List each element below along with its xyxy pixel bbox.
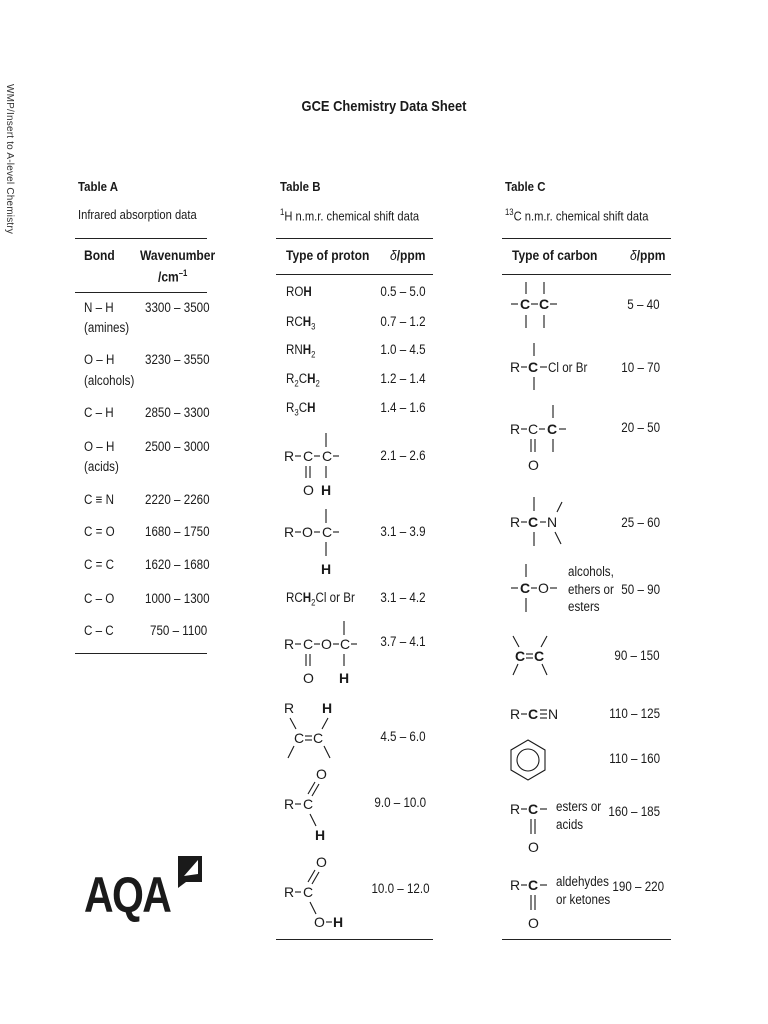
svg-text:C: C (322, 448, 333, 464)
svg-text:R: R (510, 877, 521, 893)
proton-shift-range: 1.2 – 1.4 (380, 371, 426, 386)
table-a-bond: C – H (84, 405, 114, 420)
svg-text:H: H (333, 914, 344, 930)
svg-text:R: R (284, 884, 295, 900)
proton-structure-ketone (284, 428, 364, 500)
svg-text:C: C (528, 706, 539, 722)
table-a-note: (amines) (84, 320, 130, 335)
svg-text:C: C (528, 801, 539, 817)
carbon-shift-range: 50 – 90 (621, 582, 660, 597)
table-a-range: 2850 – 3300 (145, 405, 210, 420)
proton-type-label: $RCH_2Cl$ or Br (286, 590, 355, 608)
carbon-type-note: aldehydes or ketones (556, 874, 611, 907)
proton-shift-range: 9.0 – 10.0 (374, 795, 426, 810)
svg-text:C: C (528, 421, 539, 437)
carbon-shift-range: 110 – 160 (609, 751, 660, 766)
carbon-structure-nitrile (510, 702, 566, 724)
svg-text:C: C (528, 877, 539, 893)
proton-shift-range: 3.7 – 4.1 (380, 634, 426, 649)
svg-text:C: C (528, 359, 539, 375)
aqa-logo-text: AQA (84, 867, 171, 923)
svg-text:C: C (539, 296, 550, 312)
svg-text:O: O (314, 914, 325, 930)
carbon-type-note: esters or acids (556, 799, 602, 832)
table-a-bond: C = C (84, 557, 115, 572)
table-b-col-delta: δ/ppm (390, 247, 426, 263)
carbon-structure-alkane (510, 280, 570, 334)
svg-text:C: C (520, 580, 531, 596)
svg-text:R: R (284, 700, 295, 716)
svg-text:C: C (303, 636, 314, 652)
aqa-logo-mark (176, 852, 206, 892)
table-a-bottom-rule (75, 653, 207, 654)
carbon-type-suffix: Cl or Br (548, 360, 588, 375)
svg-text:H: H (321, 561, 332, 577)
proton-shift-range: 0.5 – 5.0 (380, 284, 426, 299)
table-c-header-rule (502, 274, 671, 275)
svg-text:C: C (303, 448, 314, 464)
table-b-top-rule (276, 238, 433, 239)
svg-text:N: N (547, 514, 558, 530)
carbon-structure-aldehyde-ketone (510, 868, 560, 932)
table-a-range: 1000 – 1300 (145, 591, 210, 606)
table-c-top-rule (502, 238, 671, 239)
svg-text:N: N (548, 706, 559, 722)
carbon-shift-range: 10 – 70 (621, 360, 660, 375)
proton-structure-acid (284, 852, 354, 934)
svg-text:C: C (534, 648, 545, 664)
table-a-bond: C – O (84, 591, 115, 606)
proton-type-label: $RCH_3$ (286, 314, 316, 332)
svg-text:O: O (316, 766, 327, 782)
svg-text:R: R (284, 524, 295, 540)
table-a-header-rule (75, 292, 207, 293)
table-c-subheading: $^{13}$C n.m.r. chemical shift data (505, 207, 649, 224)
table-a-subheading: Infrared absorption data (78, 207, 197, 222)
proton-shift-range: 1.0 – 4.5 (380, 342, 426, 357)
carbon-shift-range: 90 – 150 (614, 648, 660, 663)
table-b-header-rule (276, 274, 433, 275)
proton-shift-range: 10.0 – 12.0 (371, 881, 430, 896)
carbon-type-note: alcohols, ethers or esters (568, 564, 614, 615)
svg-text:H: H (322, 700, 333, 716)
table-a-col-unit: $/cm^{-1}$ (158, 268, 188, 285)
proton-structure-ether (284, 504, 364, 578)
side-note: WMP/Insert to A-level Chemistry (4, 84, 15, 235)
proton-shift-range: 0.7 – 1.2 (380, 314, 426, 329)
table-a-range: 3300 – 3500 (145, 300, 210, 315)
table-a-bond: O – H (84, 352, 115, 367)
table-a-range: 3230 – 3550 (145, 352, 210, 367)
table-a-range: 2500 – 3000 (145, 439, 210, 454)
proton-structure-ester (284, 616, 384, 688)
table-a-col-bond: Bond (84, 247, 115, 263)
table-a-col-wavenumber: Wavenumber (140, 247, 216, 263)
proton-shift-range: 4.5 – 6.0 (380, 729, 426, 744)
table-c-heading: Table C (505, 179, 546, 194)
proton-type-label: $RNH_2$ (286, 342, 316, 360)
svg-text:C: C (294, 730, 305, 746)
svg-text:R: R (510, 801, 521, 817)
svg-text:C: C (313, 730, 324, 746)
table-c-col-type: Type of carbon (512, 247, 598, 263)
carbon-structure-alkene (510, 630, 560, 682)
svg-text:H: H (315, 827, 326, 843)
carbon-structure-amine (510, 494, 570, 550)
table-c-col-delta: δ/ppm (630, 247, 666, 263)
table-a-range: 1680 – 1750 (145, 524, 210, 539)
svg-text:O: O (528, 457, 539, 473)
proton-type-label: ROH (286, 284, 312, 299)
svg-text:O: O (528, 915, 539, 931)
proton-structure-alkene (284, 698, 344, 766)
svg-text:C: C (303, 796, 314, 812)
svg-text:O: O (316, 854, 327, 870)
svg-text:R: R (510, 421, 521, 437)
svg-text:C: C (340, 636, 351, 652)
svg-text:R: R (284, 796, 295, 812)
table-a-note: (acids) (84, 459, 119, 474)
table-a-bond: C = O (84, 524, 115, 539)
aqa-logo (84, 852, 204, 932)
svg-text:R: R (284, 448, 295, 464)
svg-text:C: C (547, 421, 558, 437)
table-a-bond: C ≡ N (84, 492, 115, 507)
carbon-structure-haloalkane (510, 340, 550, 396)
table-a-range: 1620 – 1680 (145, 557, 210, 572)
benzene-ring-icon (508, 738, 548, 782)
proton-type-label: $R_2CH_2$ (286, 371, 320, 389)
svg-text:R: R (510, 514, 521, 530)
page-title: GCE Chemistry Data Sheet (301, 98, 467, 115)
table-a-note: (alcohols) (84, 373, 135, 388)
carbon-structure-ester-acid (510, 794, 560, 858)
table-a-range: 2220 – 2260 (145, 492, 210, 507)
proton-type-label: $R_3CH$ (286, 400, 316, 418)
carbon-shift-range: 190 – 220 (612, 879, 664, 894)
svg-text:C: C (322, 524, 333, 540)
carbon-shift-range: 5 – 40 (627, 297, 660, 312)
svg-text:O: O (321, 636, 332, 652)
svg-text:O: O (302, 524, 313, 540)
proton-shift-range: 1.4 – 1.6 (380, 400, 426, 415)
svg-text:C: C (515, 648, 526, 664)
table-a-range: 750 – 1100 (150, 623, 208, 638)
table-c-bottom-rule (502, 939, 671, 940)
svg-text:C: C (528, 514, 539, 530)
svg-text:C: C (520, 296, 531, 312)
carbon-shift-range: 160 – 185 (608, 804, 660, 819)
proton-shift-range: 3.1 – 3.9 (380, 524, 426, 539)
svg-text:C: C (303, 884, 314, 900)
svg-text:O: O (303, 482, 314, 498)
svg-text:O: O (303, 670, 314, 686)
table-b-col-type: Type of proton (286, 247, 370, 263)
svg-text:H: H (339, 670, 350, 686)
proton-shift-range: 2.1 – 2.6 (380, 448, 426, 463)
table-a-bond: O – H (84, 439, 115, 454)
table-a-top-rule (75, 238, 207, 239)
svg-text:H: H (321, 482, 332, 498)
table-b-heading: Table B (280, 179, 321, 194)
table-a-heading: Table A (78, 179, 119, 194)
proton-structure-aldehyde (284, 764, 344, 844)
carbon-shift-range: 20 – 50 (621, 420, 660, 435)
svg-text:O: O (528, 839, 539, 855)
carbon-structure-ketone (510, 402, 580, 474)
proton-shift-range: 3.1 – 4.2 (380, 590, 426, 605)
table-b-subheading: $^1$H n.m.r. chemical shift data (280, 207, 420, 224)
table-a-bond: C – C (84, 623, 114, 638)
carbon-structure-alcohol-ether (510, 560, 566, 616)
svg-text:O: O (538, 580, 549, 596)
table-a-bond: N – H (84, 300, 114, 315)
table-b-bottom-rule (276, 939, 433, 940)
carbon-shift-range: 110 – 125 (609, 706, 660, 721)
svg-text:R: R (510, 706, 521, 722)
svg-text:R: R (510, 359, 521, 375)
carbon-shift-range: 25 – 60 (621, 515, 660, 530)
svg-text:R: R (284, 636, 295, 652)
